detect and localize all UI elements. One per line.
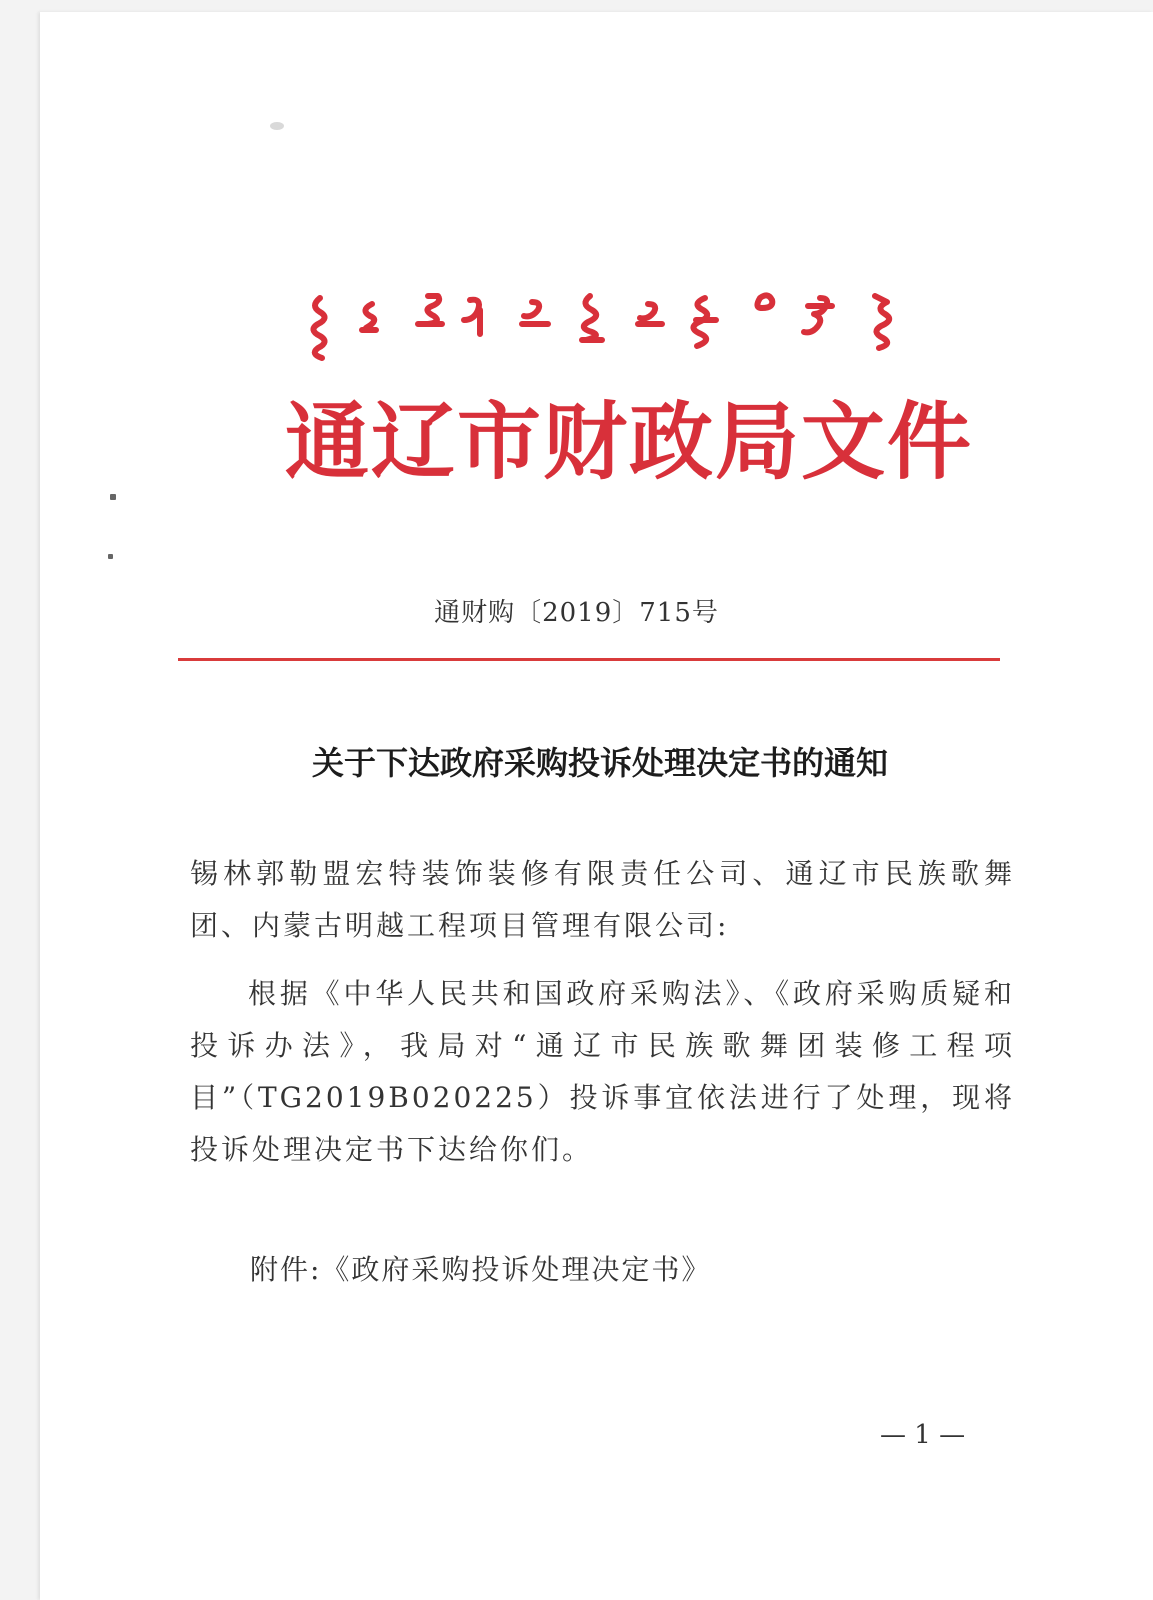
document-sheet: [40, 12, 1153, 1600]
document-number: 通财购〔2019〕715号: [434, 598, 719, 628]
mongolian-script-header: [300, 290, 900, 362]
agency-title: 通辽市财政局文件: [285, 392, 974, 491]
scan-smudge: [270, 122, 284, 130]
page-number: — 1 —: [880, 1420, 966, 1450]
notice-title: 关于下达政府采购投诉处理决定书的通知: [311, 744, 888, 782]
scan-mark: [110, 494, 116, 500]
body-paragraph: 根据《中华人民共和国政府采购法》、《政府采购质疑和投诉办法》，我局对“通辽市民族歌舞团装修工程项目”（TG2019B020225）投诉事宜依法进行了处理，现将投诉处理决定书下达给你们。: [190, 977, 1015, 1166]
red-divider-line: [178, 658, 1000, 661]
addressee-paragraph: 锡林郭勒盟宏特装饰装修有限责任公司、通辽市民族歌舞团、内蒙古明越工程项目管理有限公司:: [190, 857, 1015, 942]
scan-mark: [108, 554, 113, 559]
attachment-line: 附件:《政府采购投诉处理决定书》: [250, 1253, 712, 1286]
